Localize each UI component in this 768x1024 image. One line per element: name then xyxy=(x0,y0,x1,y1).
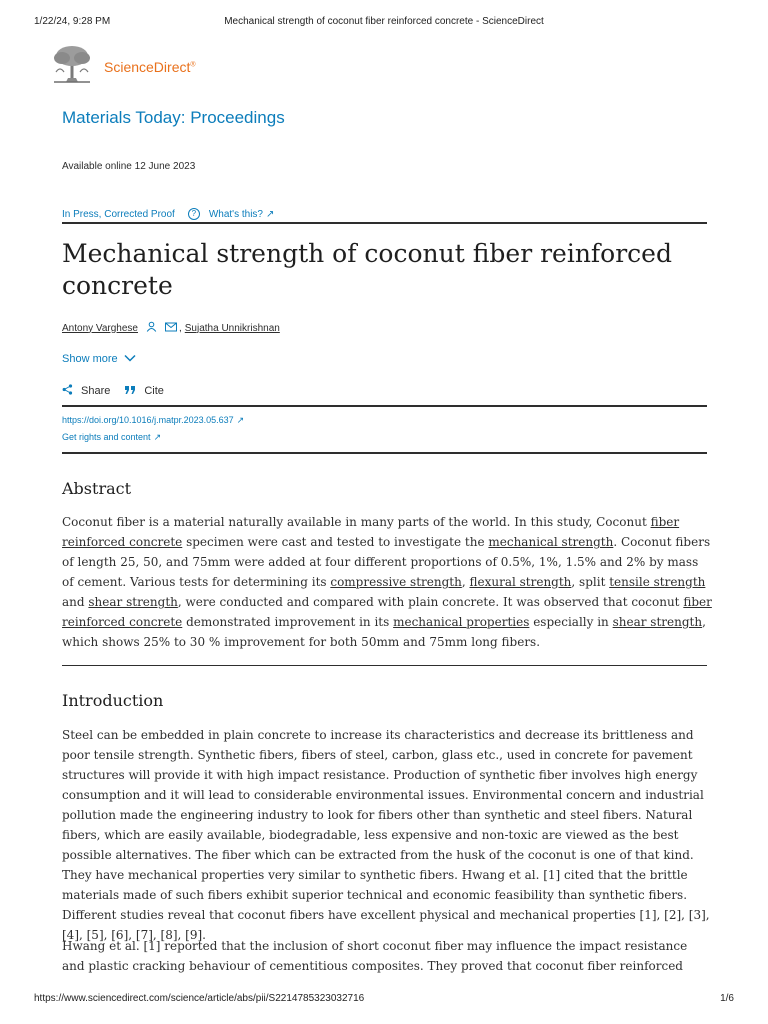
abstract-text-run: and xyxy=(62,595,89,609)
topic-link[interactable]: mechanical properties xyxy=(393,615,530,629)
abstract-text-run: especially in xyxy=(529,615,613,629)
rights-link[interactable]: Get rights and content ↗ xyxy=(62,432,162,442)
abstract-text-run: specimen were cast and tested to investigate the xyxy=(182,535,489,549)
author-list xyxy=(62,321,280,335)
author-link[interactable]: Antony Varghese xyxy=(62,322,138,334)
whats-this-link[interactable]: What's this? ↗ xyxy=(208,208,275,220)
topic-link[interactable]: fiber reinforced concrete xyxy=(62,595,712,629)
person-icon[interactable] xyxy=(146,321,157,335)
share-button[interactable]: Share xyxy=(62,384,110,398)
article-status-row xyxy=(62,206,274,222)
introduction-paragraph: Steel can be embedded in plain concrete to increase its characteristics and decrease its brittleness and poor tensile strength. Synthetic fibers, fibers of steel, carbon, glass etc., used in concrete for pavement structures will provide it with high impact resistance. Production of synthetic fiber involves high energy consumption and it will lead to considerable environmental issues. Environmental concern and industrial pollution made the engineering industry to look for fibers other than synthetic and steel fibers. Natural fibers, which are easily available, biodegradable, less expensive and non-toxic are viewed as the best possible alternatives. The fiber which can be extracted from the husk of the coconut is one of that kind. They have mechanical properties very similar to synthetic fibers. Hwang et al. [1] cited that the brittle materials made of such fibers exhibit superior technical and economic feasibility than synthetic fibers. Different studies reveal that coconut fibers have excellent physical and mechanical properties [1], [2], [3], [4], [5], [6], [7], [8], [9]. xyxy=(62,728,710,942)
author-link[interactable]: Sujatha Unnikrishnan xyxy=(184,322,280,334)
in-press-status-link[interactable]: In Press, Corrected Proof xyxy=(62,208,175,220)
divider xyxy=(62,405,707,407)
divider xyxy=(62,665,707,666)
topic-link[interactable]: mechanical strength xyxy=(488,535,614,549)
article-title: Mechanical strength of coconut fiber reinforced concrete xyxy=(62,239,672,300)
external-link-icon: ↗ xyxy=(153,432,162,442)
external-link-icon: ↗ xyxy=(236,415,245,425)
print-page-number: 1/6 xyxy=(720,993,734,1004)
introduction-paragraph: Hwang et al. [1] reported that the inclusion of short coconut fiber may influence the impact resistance and plastic cracking behaviour of cementitious composites. They proved that coconut fiber reinforced xyxy=(62,939,688,973)
abstract-text-run: , split xyxy=(571,575,610,589)
share-icon xyxy=(62,384,73,398)
print-footer xyxy=(34,993,734,1007)
sciencedirect-logo[interactable] xyxy=(48,44,228,84)
introduction-heading: Introduction xyxy=(62,691,164,710)
abstract-text-run: , xyxy=(461,575,470,589)
abstract-text-run: demonstrated improvement in its xyxy=(182,615,394,629)
abstract-text-run: Coconut fiber is a material naturally available in many parts of the world. In this study, Coconut xyxy=(62,515,651,529)
doi-link[interactable]: https://doi.org/10.1016/j.matpr.2023.05.637 ↗ xyxy=(62,415,245,425)
abstract-text xyxy=(62,512,712,652)
article-actions xyxy=(62,384,178,398)
mail-icon[interactable] xyxy=(165,322,177,335)
help-icon[interactable]: ? xyxy=(188,208,200,220)
chevron-down-icon xyxy=(124,353,136,365)
topic-link[interactable]: shear strength xyxy=(88,595,178,609)
abstract-heading: Abstract xyxy=(62,479,132,498)
abstract-text-run: , which shows 25% to 30 % improvement for both 50mm and 75mm long fibers. xyxy=(62,615,706,649)
topic-link[interactable]: tensile strength xyxy=(609,575,706,589)
abstract-text-run: , were conducted and compared with plain concrete. It was observed that coconut xyxy=(177,595,684,609)
print-url: https://www.sciencedirect.com/science/article/abs/pii/S2214785323032716 xyxy=(34,993,365,1004)
print-page-title: Mechanical strength of coconut fiber reinforced concrete - ScienceDirect xyxy=(224,16,544,27)
topic-link[interactable]: shear strength xyxy=(612,615,703,629)
divider xyxy=(62,452,707,454)
print-date: 1/22/24, 9:28 PM xyxy=(34,16,111,27)
topic-link[interactable]: compressive strength xyxy=(330,575,462,589)
elsevier-tree-icon xyxy=(48,44,96,84)
topic-link[interactable]: fiber reinforced concrete xyxy=(62,515,680,549)
divider xyxy=(62,222,707,224)
topic-link[interactable]: flexural strength xyxy=(469,575,572,589)
brand-name: ScienceDirect® xyxy=(104,59,196,75)
cite-button[interactable]: Cite xyxy=(124,385,164,398)
external-link-icon: ↗ xyxy=(265,208,275,220)
author-separator: , xyxy=(178,322,182,334)
print-header xyxy=(34,16,734,30)
quote-icon xyxy=(124,385,136,398)
abstract-text-run: . Coconut fibers of length 25, 50, and 75mm were added at four different proportions of 0.5%, 1%, 1.5% and 2% by mass of cement. Various tests for determining its xyxy=(62,535,711,589)
available-online-date: Available online 12 June 2023 xyxy=(62,161,196,172)
journal-title-link[interactable]: Materials Today: Proceedings xyxy=(62,108,285,127)
show-more-button[interactable]: Show more xyxy=(62,353,136,365)
